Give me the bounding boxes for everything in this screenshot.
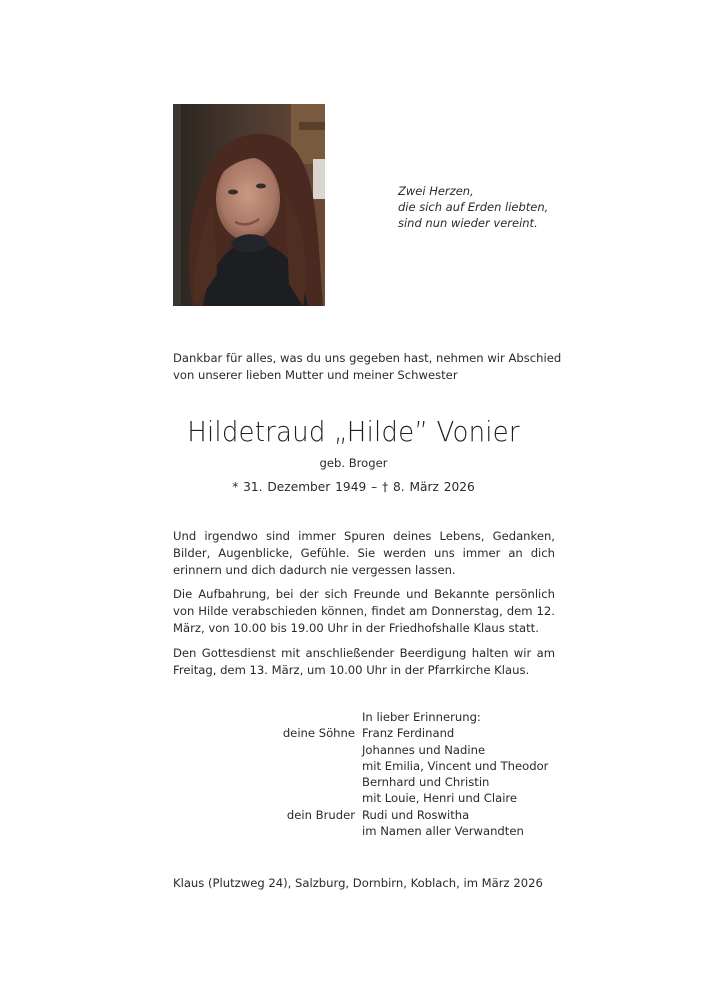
mourner-row [173, 790, 573, 806]
quote-line: Zwei Herzen, [398, 184, 474, 198]
intro-line: von unserer lieben Mutter und meiner Schwester [173, 368, 458, 382]
viewing-paragraph: Die Aufbahrung, bei der sich Freunde und Bekannte persönlich von Hilde verabschieden können, findet am Donnerstag, dem 12. März, von 10.00 bis 19.00 Uhr in der Friedhofshalle Klaus statt. [173, 587, 555, 635]
mourner-names: In lieber Erinnerung: [362, 710, 481, 724]
mourner-names: Johannes und Nadine [362, 742, 486, 757]
birth-name: geb. Broger [319, 456, 388, 470]
mourner-names: Rudi und Roswitha [362, 807, 470, 822]
intro-line: Dankbar für alles, was du uns gegeben hast, nehmen wir Abschied [173, 351, 562, 365]
mourner-row [173, 709, 573, 725]
mourner-names: im Namen aller Verwandten [362, 824, 524, 839]
mourner-row [173, 742, 573, 758]
relation-label [173, 823, 362, 839]
relation-label: dein Bruder [286, 807, 355, 822]
relation-label [173, 758, 362, 774]
intro-text [173, 350, 563, 384]
mourner-row [173, 725, 573, 741]
relation-label [173, 774, 362, 790]
portrait-photo [173, 104, 325, 306]
relation-label: deine Söhne [282, 726, 355, 741]
relation-label [173, 790, 362, 806]
mourner-names: Bernhard und Christin [362, 775, 490, 790]
relation-label [173, 742, 362, 758]
remembrance-paragraph: Und irgendwo sind immer Spuren deines Lebens, Gedanken, Bilder, Augenblicke, Gefühle. Sie werden uns immer an dich erinnern und dich dadurch nie vergessen lassen. [173, 529, 555, 577]
deceased-name: Hildetraud „Hilde” Vonier [187, 415, 520, 448]
mourner-row [173, 823, 573, 839]
portrait-image [173, 104, 325, 306]
quote-line: sind nun wieder vereint. [398, 216, 538, 230]
mourner-row [173, 774, 573, 790]
funeral-service-paragraph: Den Gottesdienst mit anschließender Beerdigung halten wir am Freitag, dem 13. März, um 10.00 Uhr in der Pfarrkirche Klaus. [173, 646, 555, 677]
quote-line: die sich auf Erden liebten, [398, 200, 549, 214]
mourners-list [173, 709, 573, 839]
mourner-row [173, 807, 573, 823]
mourner-names: mit Emilia, Vincent und Theodor [362, 758, 549, 773]
relation-label [173, 709, 362, 725]
memorial-quote [398, 183, 548, 231]
place-and-date: Klaus (Plutzweg 24), Salzburg, Dornbirn, Koblach, im März 2026 [173, 876, 543, 890]
mourner-row [173, 758, 573, 774]
life-dates: * 31. Dezember 1949 – † 8. März 2026 [232, 480, 475, 494]
mourner-names: mit Louie, Henri und Claire [362, 791, 518, 806]
mourner-names: Franz Ferdinand [362, 726, 455, 741]
